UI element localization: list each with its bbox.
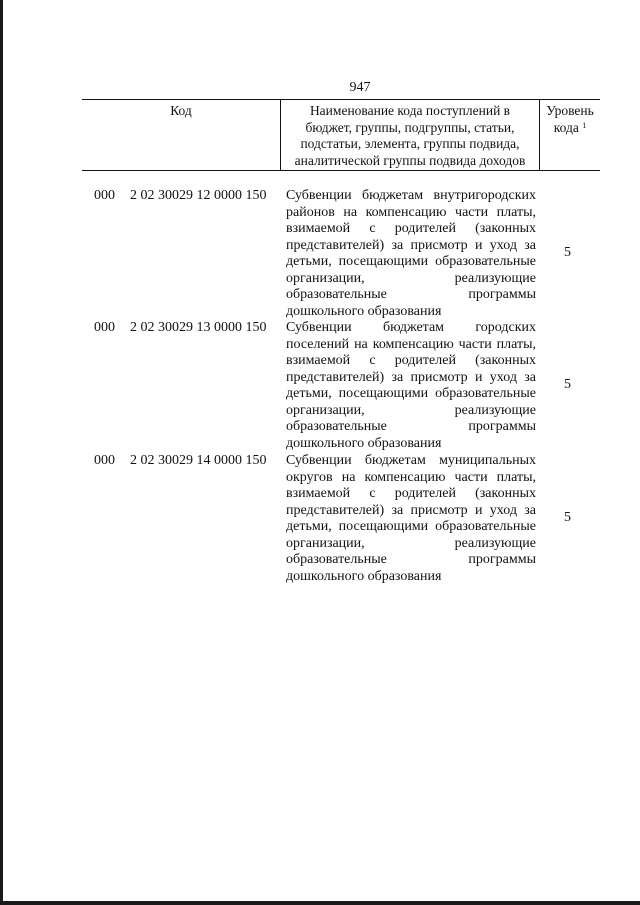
- row-name: Субвенции бюджетам муниципальных округов на компенсацию части платы, взимаемой с родителей (законных представителей) за присмотр и уход за детьми, посещающими образовательные организации, реализующие образовательные программы дошкольного образования: [286, 453, 536, 584]
- header-level-footnote: 1: [582, 120, 587, 130]
- scan-edge-left: [0, 0, 3, 905]
- row-name: Субвенции бюджетам внутригородских районов на компенсацию части платы, взимаемой с родителей (законных представителей) за присмотр и уход за детьми, посещающими образовательные организации, реализующие образовательные программы дошкольного образования: [286, 188, 536, 319]
- scan-edge-bottom: [0, 901, 640, 905]
- header-level: [540, 100, 600, 170]
- header-level-line1: Уровень: [546, 103, 594, 118]
- header-code: Код: [170, 103, 192, 118]
- row-level: 5: [564, 510, 571, 525]
- row-name: Субвенции бюджетам городских поселений на компенсацию части платы, взимаемой с родителей (законных представителей) за присмотр и уход за детьми, посещающими образовательные организации, реализующие образовательные программы дошкольного образования: [286, 320, 536, 451]
- row-level: 5: [564, 245, 571, 260]
- row-prefix: 000: [94, 320, 115, 335]
- header-level-line2: [540, 120, 600, 137]
- header-name-line: подстатьи, элемента, группы подвида,: [300, 136, 520, 151]
- header-name-line: Наименование кода поступлений в: [309, 103, 511, 118]
- row-prefix: 000: [94, 188, 115, 203]
- header-name-line: аналитической группы подвида доходов: [294, 152, 526, 168]
- table-header: [82, 99, 600, 171]
- header-name: [280, 100, 540, 170]
- header-name-line: бюджет, группы, подгруппы, статьи,: [305, 119, 515, 135]
- row-code: 2 02 30029 13 0000 150: [130, 320, 267, 335]
- page-number: 947: [349, 80, 371, 95]
- row-level: 5: [564, 377, 571, 392]
- row-code: 2 02 30029 12 0000 150: [130, 188, 267, 203]
- row-code: 2 02 30029 14 0000 150: [130, 453, 267, 468]
- header-level-label: кода: [553, 119, 579, 135]
- row-prefix: 000: [94, 453, 115, 468]
